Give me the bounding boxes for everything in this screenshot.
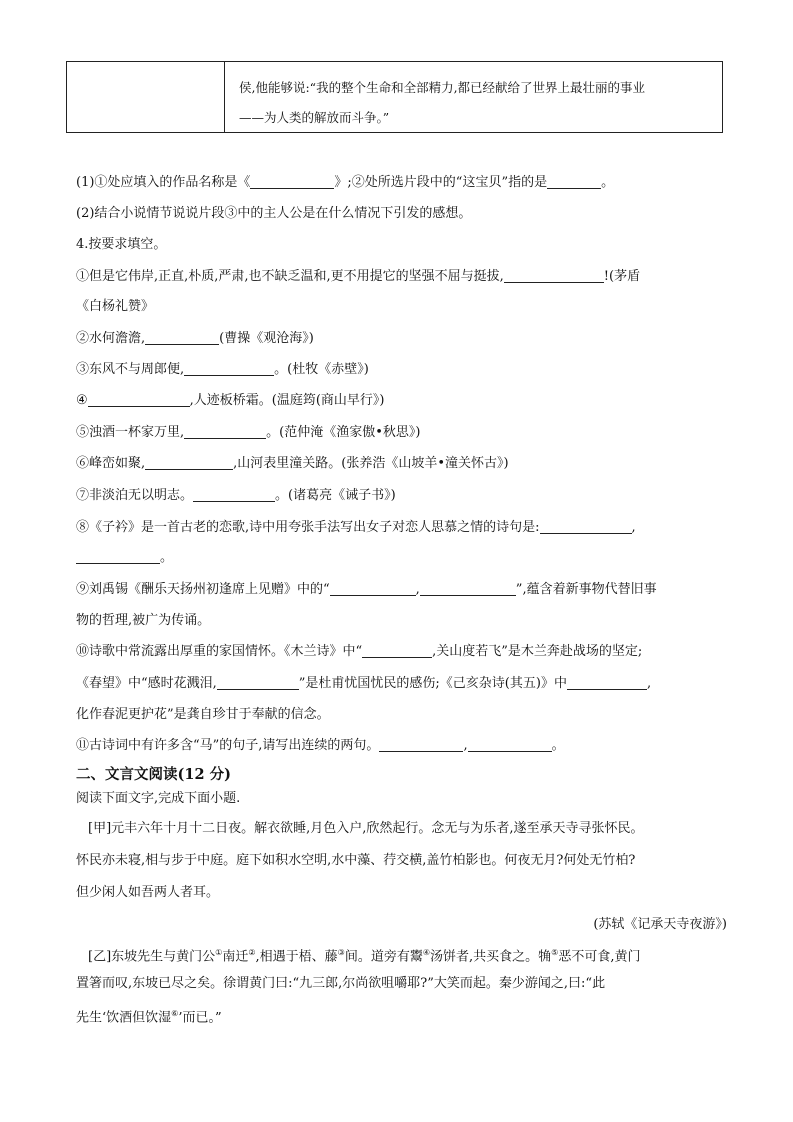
text: 。 [551, 738, 565, 753]
text: , [646, 676, 652, 691]
text: ,关山度若飞”是木兰奔赴战场的坚定; [432, 644, 643, 659]
q4-item11 [76, 737, 565, 755]
section-intro: 阅读下面文字,完成下面小题. [76, 791, 241, 806]
text: ②水何澹澹, [76, 331, 146, 346]
q4-item10 [76, 643, 642, 661]
blank[interactable] [88, 392, 190, 407]
blank[interactable] [250, 174, 334, 189]
blank[interactable] [420, 581, 516, 596]
footnote-mark: ③ [337, 948, 345, 957]
table-fragment [66, 61, 723, 133]
passage-yi-line: 置箸而叹,东坡已尽之矣。徐谓黄门曰:“九三郎,尔尚欲咀嚼耶?”大笑而起。秦少游闻之,曰:“此 [76, 976, 606, 991]
text: [乙]东坡先生与黄门公 [88, 949, 216, 965]
footnote-mark: ① [215, 948, 223, 957]
blank[interactable] [184, 361, 274, 376]
passage-yi-line [76, 1005, 222, 1027]
q4-item2 [76, 330, 314, 348]
q4-item4 [76, 392, 385, 410]
blank[interactable] [184, 424, 266, 439]
table-divider [224, 62, 225, 132]
section-heading: 二、文言文阅读(12 分) [76, 766, 231, 783]
blank[interactable] [145, 330, 219, 345]
blank[interactable] [362, 643, 432, 658]
text: 。(范仲淹《渔家傲•秋思》) [266, 425, 421, 440]
q4-item10-cont [76, 675, 651, 693]
table-cell-line: ——为人类的解放而斗争。” [239, 110, 390, 125]
table-right-cell [239, 73, 712, 133]
text: ,人迹板桥霜。(温庭筠(商山早行》) [189, 393, 385, 408]
q4-item8 [76, 519, 636, 537]
q1-part1 [76, 174, 614, 192]
footnote-mark: ② [248, 948, 256, 957]
text: ”,蕴含着新事物代替旧事 [515, 582, 657, 597]
text: 。 [160, 550, 174, 565]
text: ’而已。” [178, 1010, 222, 1026]
q4-title: 4.按要求填空。 [76, 237, 167, 252]
text: (曹操《观沧海》) [219, 331, 314, 346]
text: ⑥峰峦如聚, [76, 456, 146, 471]
text: 《春望》中“感时花溅泪, [76, 676, 217, 691]
text: !(茅盾 [603, 269, 641, 284]
text: , [415, 582, 420, 597]
text: 。 [601, 175, 615, 190]
footnote-mark: ⑤ [551, 948, 559, 957]
passage-jia-line: [甲]元丰六年十月十二日夜。解衣欲睡,月色入户,欣然起行。念无与为乐者,遂至承天寺寻张怀民。 [88, 821, 644, 836]
q4-item5 [76, 424, 420, 442]
passage-jia-line: 怀民亦未寝,相与步于中庭。庭下如积水空明,水中藻、荇交横,盖竹柏影也。何夜无月?何处无竹柏? [76, 853, 636, 868]
text: ⑪古诗词中有许多含“马”的句子,请写出连续的两句。 [76, 738, 380, 753]
blank[interactable] [76, 549, 160, 564]
blank[interactable] [330, 581, 416, 596]
blank[interactable] [145, 455, 233, 470]
text: 》;②处所选片段中的“这宝贝”指的是 [334, 175, 548, 190]
table-cell-line: 侯,他能够说:“我的整个生命和全部精力,都已经献给了世界上最壮丽的事业 [239, 80, 646, 95]
blank[interactable] [468, 737, 552, 752]
text: (1)①处应填入的作品名称是《 [76, 175, 251, 190]
q1-part2: (2)结合小说情节说说片段③中的主人公是在什么情况下引发的感想。 [76, 206, 472, 221]
text: ⑤浊酒一杯家万里, [76, 425, 185, 440]
q4-item7 [76, 487, 396, 505]
q4-item6 [76, 455, 509, 473]
q4-item8-cont [76, 549, 173, 567]
q4-item9-cont: 物的哲理,被广为传诵。 [76, 613, 211, 628]
text: , [463, 738, 468, 753]
text: ⑦非淡泊无以明志。 [76, 488, 194, 503]
blank[interactable] [540, 519, 632, 534]
text: ,相遇于梧、藤 [255, 949, 338, 965]
text: 。(诸葛亮《诫子书》) [275, 488, 396, 503]
text: ①但是它伟岸,正直,朴质,严肃,也不缺乏温和,更不用提它的坚强不屈与挺拔, [76, 269, 504, 284]
text: 南迁 [222, 949, 249, 965]
passage-yi-line [88, 944, 640, 966]
text: 先生‘饮酒但饮湿 [76, 1010, 172, 1026]
q4-item1-cont: 《白杨礼赞》 [76, 299, 155, 314]
text: ⑨刘禹锡《酬乐天扬州初逢席上见赠》中的“ [76, 582, 330, 597]
text: ⑧《子衿》是一首古老的恋歌,诗中用夸张手法写出女子对恋人思慕之情的诗句是: [76, 520, 540, 535]
blank[interactable] [217, 675, 299, 690]
text: ⑩诗歌中常流露出厚重的家国情怀。《木兰诗》中“ [76, 644, 363, 659]
blank[interactable] [567, 675, 647, 690]
blank[interactable] [547, 174, 601, 189]
blank[interactable] [193, 487, 275, 502]
q4-item9 [76, 581, 657, 599]
text: ③东风不与周郎便, [76, 362, 185, 377]
q4-item1 [76, 268, 640, 286]
text: , [631, 520, 636, 535]
footnote-mark: ⑥ [171, 1009, 179, 1018]
text: ,山河表里潼关路。(张养浩《山坡羊•潼关怀古》) [233, 456, 509, 471]
text: ④ [76, 393, 88, 408]
text: 。(杜牧《赤壁》) [274, 362, 369, 377]
q4-item10-cont2: 化作春泥更护花”是龚自珍甘于奉献的信念。 [76, 707, 330, 722]
passage-jia-source: (苏轼《记承天寺夜游》) [593, 917, 727, 932]
text: ”是杜甫忧国忧民的感伤;《己亥杂诗(其五)》中 [298, 676, 567, 691]
q4-item3 [76, 361, 369, 379]
blank[interactable] [379, 737, 463, 752]
footnote-mark: ④ [422, 948, 431, 957]
passage-jia-line: 但少闲人如吾两人者耳。 [76, 885, 220, 900]
blank[interactable] [504, 268, 604, 283]
text: 汤饼者,共买食之。觕 [430, 949, 552, 965]
text: 恶不可食,黄门 [558, 949, 641, 965]
text: 间。道旁有鬻 [344, 949, 423, 965]
